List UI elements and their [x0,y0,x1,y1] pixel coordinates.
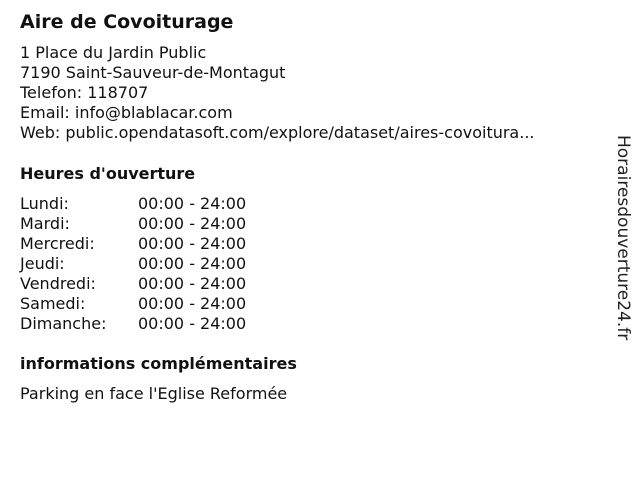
hours-row-mercredi [20,234,280,254]
hours-row-dimanche [20,314,280,334]
time-range: 00:00 - 24:00 [138,254,247,273]
time-range: 00:00 - 24:00 [138,274,247,293]
address-line-2: 7190 Saint-Sauveur-de-Montagut [20,63,286,82]
extra-info-text: Parking en face l'Eglise Reformée [20,384,288,403]
place-title: Aire de Covoiturage [20,11,234,33]
hours-row-mardi [20,214,280,234]
place-details [20,43,535,143]
email-text: Email: info@blablacar.com [20,103,233,122]
day-label: Lundi: [20,194,69,213]
address-line-1: 1 Place du Jardin Public [20,43,207,62]
time-range: 00:00 - 24:00 [138,234,247,253]
hours-row-lundi [20,194,280,214]
web-text: Web: public.opendatasoft.com/explore/dataset/aires-covoitura... [20,123,535,142]
hours-row-samedi [20,294,280,314]
day-label: Jeudi: [20,254,65,273]
phone-text: Telefon: 118707 [20,83,149,102]
time-range: 00:00 - 24:00 [138,294,247,313]
extra-info-heading: informations complémentaires [20,354,297,373]
day-label: Mardi: [20,214,70,233]
day-label: Samedi: [20,294,86,313]
time-range: 00:00 - 24:00 [138,214,247,233]
site-watermark [613,135,633,375]
time-range: 00:00 - 24:00 [138,314,247,333]
opening-hours-list [20,194,280,334]
hours-row-jeudi [20,254,280,274]
day-label: Mercredi: [20,234,95,253]
day-label: Dimanche: [20,314,107,333]
watermark-text: Horairesdouverture24.fr [613,135,633,341]
hours-row-vendredi [20,274,280,294]
time-range: 00:00 - 24:00 [138,194,247,213]
hours-heading: Heures d'ouverture [20,164,196,183]
day-label: Vendredi: [20,274,96,293]
